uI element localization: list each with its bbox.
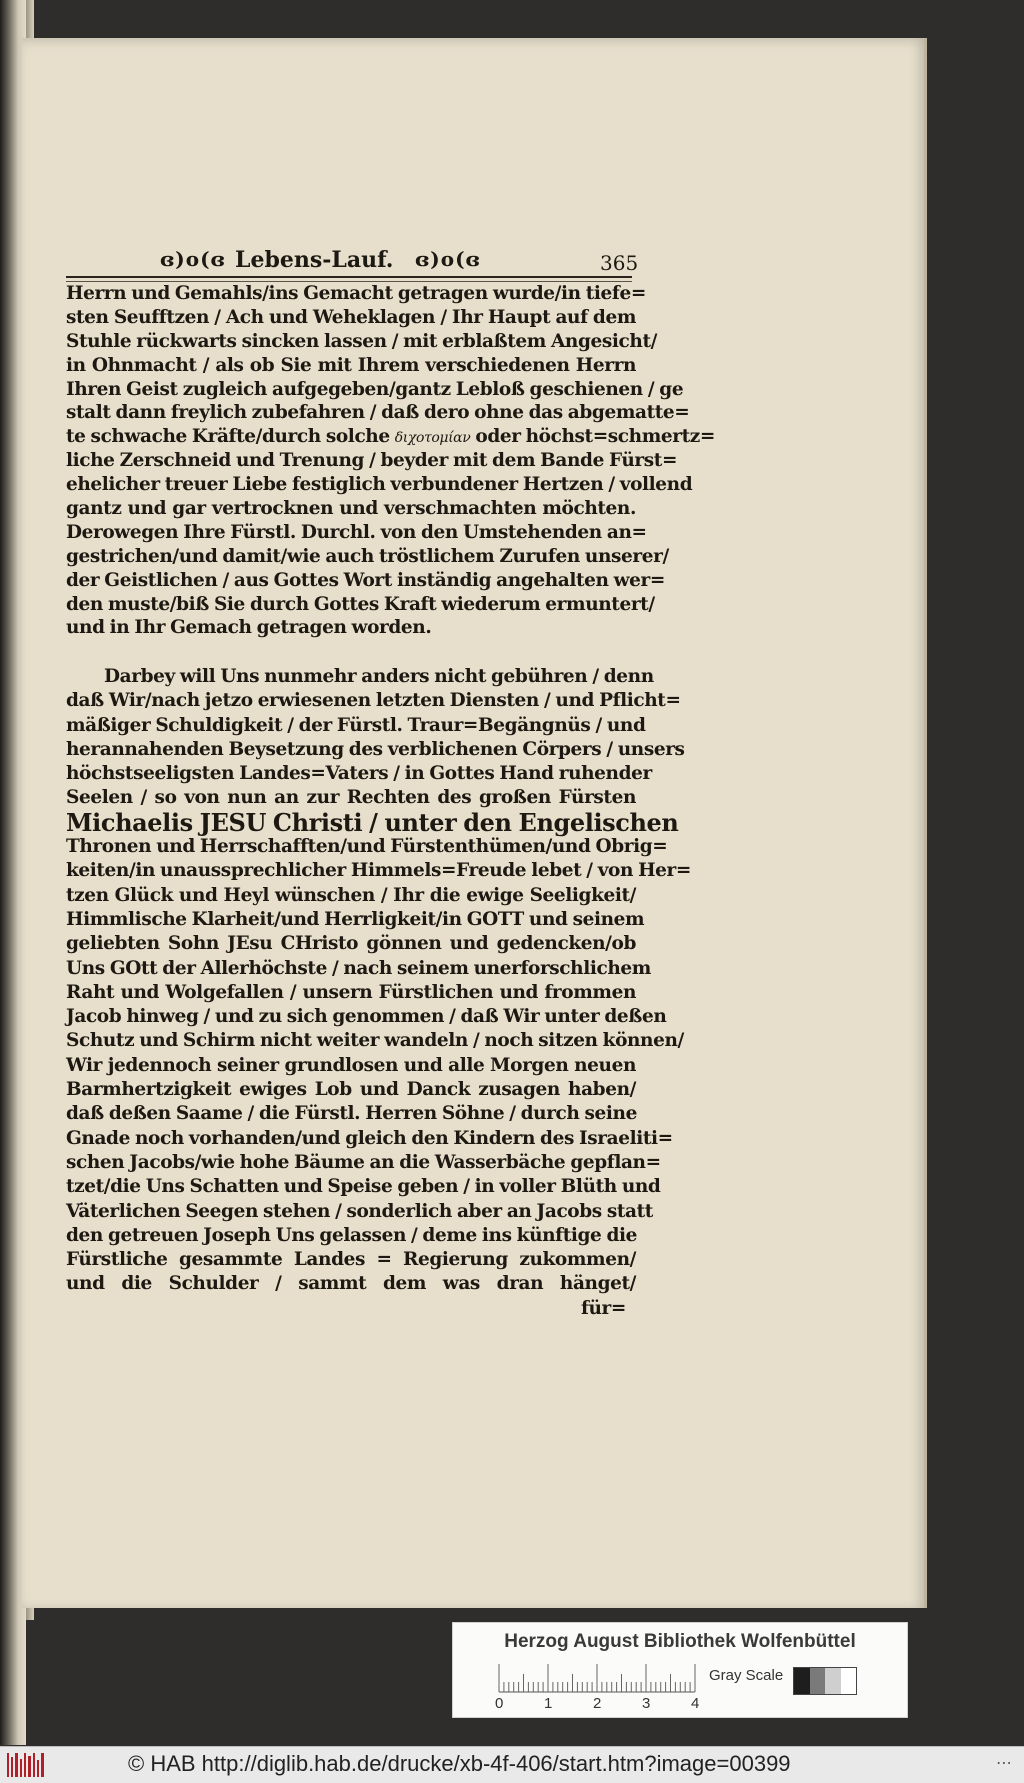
greek-word: διχοτομίαν (394, 430, 471, 447)
header-ornament-right: ɞ)o(ɞ (415, 247, 481, 271)
scale-label: 1 (544, 1695, 553, 1712)
library-name: Herzog August Bibliothek Wolfenbüttel (504, 1631, 856, 1652)
ruler-scale (499, 1663, 695, 1693)
text-line: der Geistlichen / aus Gottes Wort inständig angehalten wer= (66, 569, 665, 591)
text-line: keiten/in unaussprechlicher Himmels=Freude lebet / von Her= (66, 860, 691, 882)
scale-label: 4 (691, 1695, 700, 1712)
text-line: Herrn und Gemahls/ins Gemacht getragen wurde/in tiefe= (66, 283, 646, 304)
color-calibration-card (452, 1622, 908, 1718)
text-line-end: oder höchst=schmertz= (475, 426, 715, 448)
swatch (825, 1668, 841, 1694)
paragraph-2 (66, 665, 691, 1321)
text-line: in Ohnmacht / als ob Sie mit Ihrem verschiedenen Herrn (66, 354, 636, 376)
text-line: Stuhle rückwarts sincken lassen / mit erblaßtem Angesicht/ (66, 330, 657, 352)
text-line: gantz und gar vertrocknen und verschmachten möchten. (66, 498, 636, 520)
text-line: tzen Glück und Heyl wünschen / Ihr die ewige Seeligkeit/ (66, 884, 636, 906)
text-line: tzet/die Uns Schatten und Speise geben / in voller Blüth und (66, 1176, 661, 1198)
text-line: Thronen und Herrschafften/und Fürstenthümen/und Obrig= (66, 836, 668, 858)
text-line: herannahenden Beysetzung des verblichenen Cörpers / unsers (66, 738, 685, 760)
text-line: Ihren Geist zugleich aufgegeben/gantz Lebloß geschienen / ge (66, 378, 684, 400)
text-line: Derowegen Ihre Fürstl. Durchl. von den Umstehenden an= (66, 521, 647, 543)
header-rule (66, 276, 632, 278)
text-line: den getreuen Joseph Uns gelassen / deme ins künftige die (66, 1224, 637, 1246)
running-header (130, 247, 639, 275)
text-line-start: te schwache Kräfte/durch solche (66, 426, 390, 448)
text-line: höchstseeligsten Landes=Vaters / in Gottes Hand ruhender (66, 763, 652, 785)
text-line: Schutz und Schirm nicht weiter wandeln / noch sitzen können/ (66, 1030, 684, 1052)
text-line: Seelen / so von nun an zur Rechten des großen Fürsten (66, 787, 636, 809)
swatch (794, 1668, 810, 1694)
paragraph-1 (66, 282, 715, 640)
text-line: liche Zerschneid und Trenung / beyder mit dem Bande Fürst= (66, 450, 678, 472)
text-line: Wir jedennoch seiner grundlosen und alle Morgen neuen (66, 1054, 636, 1076)
scale-label: 2 (593, 1695, 602, 1712)
text-line: geliebten Sohn JEsu CHristo gönnen und gedencken/ob (66, 933, 636, 955)
hab-barcode-icon (6, 1751, 46, 1779)
text-line: Darbey will Uns nunmehr anders nicht gebühren / denn (104, 666, 654, 687)
text-line: den muste/biß Sie durch Gottes Kraft wiederum ermuntert/ (66, 593, 655, 615)
text-line: Uns GOtt der Allerhöchste / nach seinem unerforschlichem (66, 957, 651, 979)
status-bar (0, 1746, 1024, 1783)
scale-label: 3 (642, 1695, 651, 1712)
swatch (810, 1668, 826, 1694)
header-ornament-left: ɞ)o(ɞ (160, 247, 226, 271)
image-url[interactable]: © HAB http://diglib.hab.de/drucke/xb-4f-406/start.htm?image=00399 (128, 1751, 791, 1776)
text-line: daß Wir/nach jetzo erwiesenen letzten Diensten / und Pflicht= (66, 690, 681, 712)
scale-label: 0 (495, 1695, 504, 1712)
text-line: Fürstliche gesammte Landes = Regierung zukommen/ (66, 1249, 636, 1271)
text-line (66, 425, 715, 449)
text-line: daß deßen Saame / die Fürstl. Herren Söhne / durch seine (66, 1103, 637, 1125)
text-line: mäßiger Schuldigkeit / der Fürstl. Traur=Begängnüs / und (66, 714, 646, 736)
header-title: Lebens-Lauf. (235, 247, 394, 273)
text-line: und in Ihr Gemach getragen worden. (66, 617, 432, 639)
text-line: Gnade noch vorhanden/und gleich den Kindern des Israeliti= (66, 1127, 673, 1149)
text-line: stalt dann freylich zubefahren / daß dero ohne das abgematte= (66, 402, 690, 424)
page-number: 365 (600, 251, 639, 275)
text-line: Michaelis JESU Christi / unter den Engelischen (66, 807, 679, 837)
more-icon[interactable]: ⋯ (996, 1753, 1012, 1772)
catchword: für= (580, 1297, 626, 1319)
text-line: Barmhertzigkeit ewiges Lob und Danck zusagen haben/ (66, 1079, 636, 1101)
text-line: gestrichen/und damit/wie auch tröstlichem Zurufen unserer/ (66, 545, 669, 567)
gray-swatches (793, 1667, 857, 1695)
text-line: Väterlichen Seegen stehen / sonderlich aber an Jacobs statt (66, 1200, 653, 1222)
gray-scale-label: Gray Scale (709, 1667, 784, 1684)
scale-labels (495, 1695, 725, 1713)
text-line: ehelicher treuer Liebe festiglich verbundener Hertzen / vollend (66, 474, 693, 496)
text-line: Raht und Wolgefallen / unsern Fürstlichen und frommen (66, 981, 636, 1003)
text-line: und die Schulder / sammt dem was dran hänget/ (66, 1273, 636, 1295)
text-line: sten Seufftzen / Ach und Weheklagen / Ihr Haupt auf dem (66, 306, 636, 328)
text-line: Himmlische Klarheit/und Herrligkeit/in GOTT und seinem (66, 908, 645, 930)
swatch (841, 1668, 857, 1694)
text-line: schen Jacobs/wie hohe Bäume an die Wasserbäche gepflan= (66, 1151, 661, 1173)
text-line: Jacob hinweg / und zu sich genommen / daß Wir unter deßen (66, 1006, 667, 1028)
